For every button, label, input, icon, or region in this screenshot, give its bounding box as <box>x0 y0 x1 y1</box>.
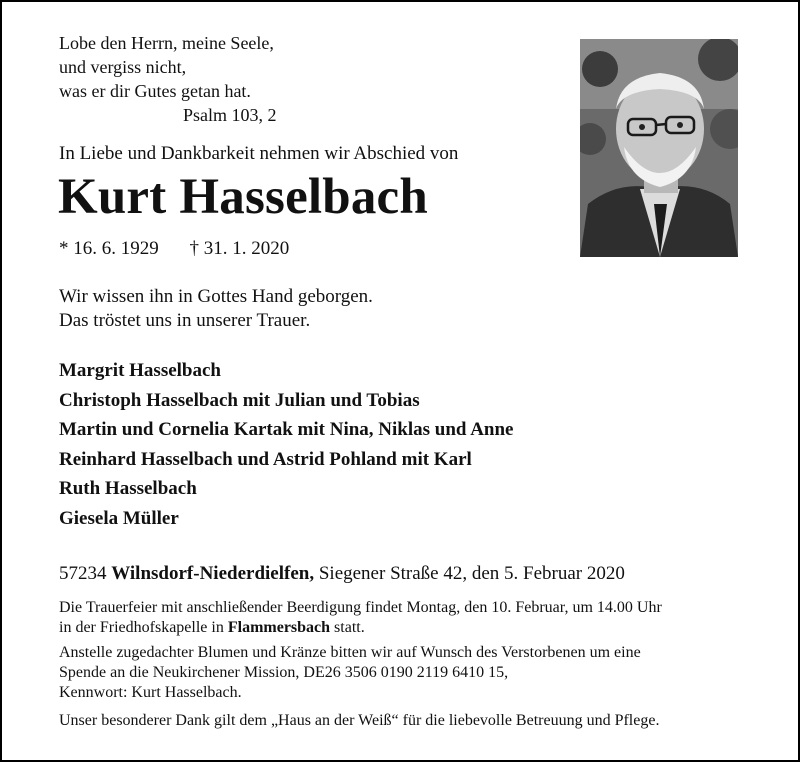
funeral-line-2-end: statt. <box>334 619 365 636</box>
mourner-item: Ruth Hasselbach <box>59 478 197 499</box>
consolation-line-1: Wir wissen ihn in Gottes Hand geborgen. <box>59 286 373 307</box>
consolation-text <box>59 285 373 333</box>
verse-line-3: was er dir Gutes getan hat. <box>59 81 251 101</box>
mourner-item: Martin und Cornelia Kartak mit Nina, Niklas und Anne <box>59 419 514 440</box>
funeral-line-1: Die Trauerfeier mit anschließender Beerdigung findet Montag, den 10. Februar, um 14.00 Uhr <box>59 599 662 616</box>
mourner-item: Reinhard Hasselbach und Astrid Pohland mit Karl <box>59 448 472 470</box>
consolation-line-2: Das tröstet uns in unserer Trauer. <box>59 310 311 331</box>
thanks-notice: Unser besonderer Dank gilt dem „Haus an der Weiß“ für die liebevolle Betreuung und Pflege. <box>59 712 660 729</box>
bible-verse <box>59 31 277 127</box>
portrait-illustration <box>580 39 738 257</box>
donation-notice <box>59 643 759 703</box>
portrait-photo <box>580 39 738 257</box>
funeral-line-2 <box>59 618 759 638</box>
verse-line-2: und vergiss nicht, <box>59 57 187 77</box>
verse-line-1: Lobe den Herrn, meine Seele, <box>59 33 274 53</box>
mourner-item: Margrit Hasselbach <box>59 360 222 381</box>
funeral-place: Flammersbach <box>227 619 331 636</box>
address-town: Wilnsdorf-Niederdielfen, <box>111 563 315 584</box>
mourner-item: Christoph Hasselbach mit Julian und Tobias <box>59 389 420 411</box>
farewell-intro: In Liebe und Dankbarkeit nehmen wir Abschied von <box>59 143 459 164</box>
deceased-name: Kurt Hasselbach <box>58 169 428 225</box>
donation-line-2: Spende an die Neukirchener Mission, DE26 3506 0190 2119 6410 15, <box>59 664 509 681</box>
verse-reference: Psalm 103, 2 <box>183 105 277 125</box>
mourning-address <box>59 563 625 585</box>
funeral-notice <box>59 598 759 638</box>
mourner-item: Giesela Müller <box>59 507 179 529</box>
donation-line-3: Kennwort: Kurt Hasselbach. <box>59 684 242 701</box>
address-street-date: Siegener Straße 42, den 5. Februar 2020 <box>318 563 625 584</box>
mourners-list <box>59 356 514 533</box>
death-date: † 31. 1. 2020 <box>189 238 290 259</box>
life-dates <box>59 238 289 260</box>
donation-line-1: Anstelle zugedachter Blumen und Kränze bitten wir auf Wunsch des Verstorbenen um eine <box>59 644 641 661</box>
birth-date: * 16. 6. 1929 <box>59 238 159 259</box>
funeral-line-2-start: in der Friedhofskapelle in <box>59 619 224 636</box>
address-postcode: 57234 <box>59 563 107 584</box>
